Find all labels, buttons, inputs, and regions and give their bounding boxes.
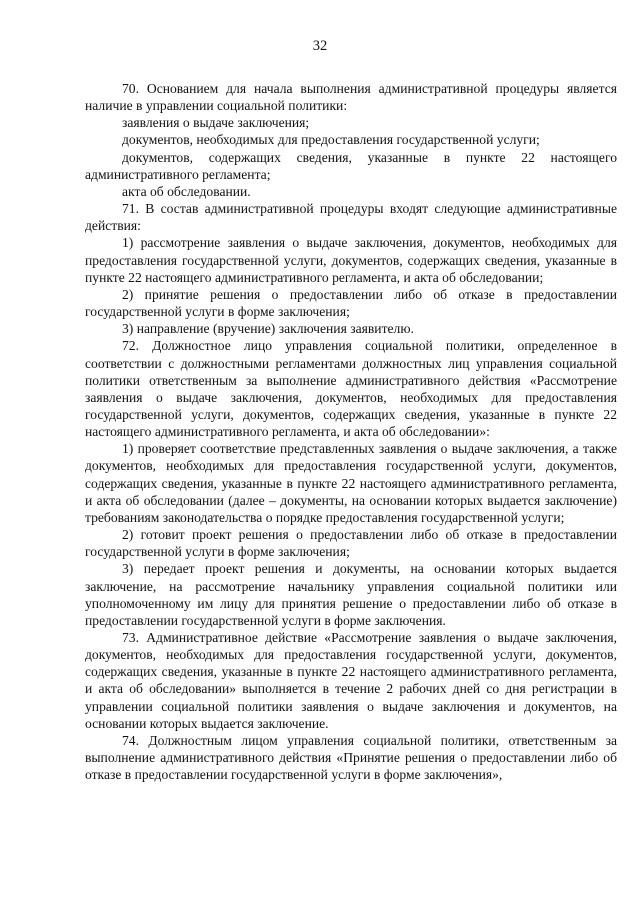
paragraph-71-item-3: 3) направление (вручение) заключения заявителю. bbox=[122, 321, 414, 337]
paragraph-73: 73. Административное действие «Рассмотрение заявления о выдаче заключения, документов, необходимых для предоставления государственной услуги, документов, содержащих сведения, указанные в пункте 22 настоящего административного регламента, и акта об обследовании» выполняется в течение 2 рабочих дней со дня регистрации в управлении социальной политики заявления о выдаче заключения и документов, на основании которых выдается заключение. bbox=[85, 630, 617, 731]
document-body bbox=[85, 80, 617, 783]
paragraph-72-item-3: 3) передает проект решения и документы, на основании которых выдается заключение, на рассмотрение начальнику управления социальной политики или уполномоченному им лицу для принятия решение о предоставлении либо об отказе в предоставлении государственной услуги в форме заключения. bbox=[85, 561, 617, 628]
list-item-required-documents: документов, необходимых для предоставления государственной услуги; bbox=[122, 132, 540, 148]
paragraph-72-item-1: 1) проверяет соответствие представленных заявления о выдаче заключения, а также документов, необходимых для предоставления государственной услуги, документов, содержащих сведения, указанные в пункте 22 настоящего административного регламента, и акта об обследовании (далее – документы, на основании которых выдается заключение) требованиям законодательства о порядке предоставления государственной услуги; bbox=[85, 441, 617, 525]
paragraph-72: 72. Должностное лицо управления социальной политики, определенное в соответствии с должностными регламентами должностных лиц управления социальной политики ответственным за выполнение административного действия «Рассмотрение заявления о выдаче заключения, документов, необходимых для предоставления государственной услуги, документов, содержащих сведения, указанные в пункте 22 настоящего административного регламента, и акта об обследовании»: bbox=[85, 338, 617, 440]
list-item-inspection-act: акта об обследовании. bbox=[122, 183, 251, 199]
page-number: 32 bbox=[312, 38, 328, 54]
paragraph-74: 74. Должностным лицом управления социальной политики, ответственным за выполнение административного действия «Принятие решения о предоставлении либо об отказе в предоставлении государственной услуги в форме заключения», bbox=[85, 732, 617, 783]
paragraph-71-item-1: 1) рассмотрение заявления о выдаче заключения, документов, необходимых для предоставления государственной услуги, документов, содержащих сведения, указанные в пункте 22 настоящего административного регламента, и акта об обследовании; bbox=[85, 235, 617, 285]
list-item-application: заявления о выдаче заключения; bbox=[122, 115, 310, 131]
paragraph-72-item-2: 2) готовит проект решения о предоставлении либо об отказе в предоставлении государственной услуги в форме заключения; bbox=[85, 527, 617, 560]
paragraph-71-item-2: 2) принятие решения о предоставлении либо об отказе в предоставлении государственной услуги в форме заключения; bbox=[85, 286, 617, 320]
paragraph-71: 71. В состав административной процедуры входят следующие административные действия: bbox=[85, 201, 617, 234]
list-item-documents-point-22: документов, содержащих сведения, указанные в пункте 22 настоящего административного регламента; bbox=[85, 149, 617, 182]
paragraph-70: 70. Основанием для начала выполнения административной процедуры является наличие в управлении социальной политики: bbox=[85, 81, 617, 114]
